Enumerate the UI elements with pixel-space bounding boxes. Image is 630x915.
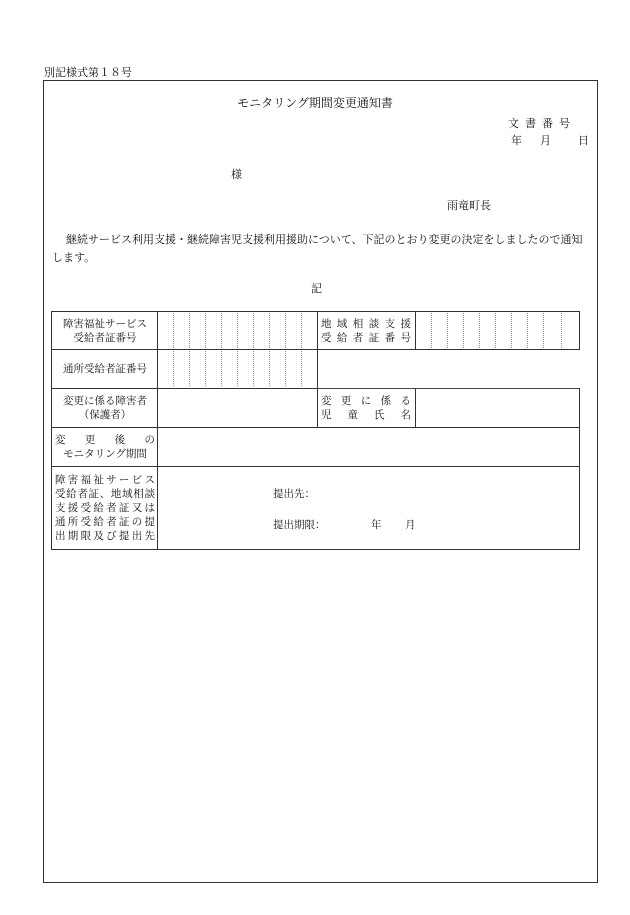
issue-date (511, 132, 589, 148)
issuer-name: 雨竜町長 (447, 199, 491, 212)
welfare-cert-label: 障害福祉サービス 受給者証番号 (63, 318, 147, 344)
submit-to-label: 提出先： (273, 488, 315, 500)
doc-number-label: 文書番号 (508, 117, 576, 130)
month-label: 月 (540, 134, 551, 147)
addressee-suffix: 様 (231, 168, 242, 181)
deadline-month: 月 (405, 519, 416, 531)
year-label: 年 (511, 134, 522, 147)
deadline-label: 提出期限： (273, 519, 326, 531)
child-name-label: 変更に係る 児童氏名 (321, 395, 411, 421)
notice-body: 継続サービス利用支援・継続障害児支援利用援助について、下記のとおり変更の決定をしましたので通知します。 (52, 233, 583, 264)
document-title: モニタリング期間変更通知書 (237, 96, 393, 110)
form-number: 別記様式第１８号 (44, 66, 132, 79)
deadline-year: 年 (371, 519, 382, 531)
person-label: 変更に係る障害者 （保護者） (63, 395, 147, 421)
facility-cert-label: 通所受給者証番号 (63, 363, 147, 375)
ki-heading: 記 (311, 282, 322, 295)
period-label: 変更後の モニタリング期間 (55, 434, 155, 460)
notice-table (51, 311, 580, 550)
community-cert-label: 地域相談支援 受給者証番号 (321, 318, 411, 344)
submit-deadline-label: 障害福祉サービス 受給者証、地域相談 支援受給者証又は 通所受給者証の提 出期限及び提出先 (55, 474, 155, 542)
day-label: 日 (578, 134, 589, 147)
